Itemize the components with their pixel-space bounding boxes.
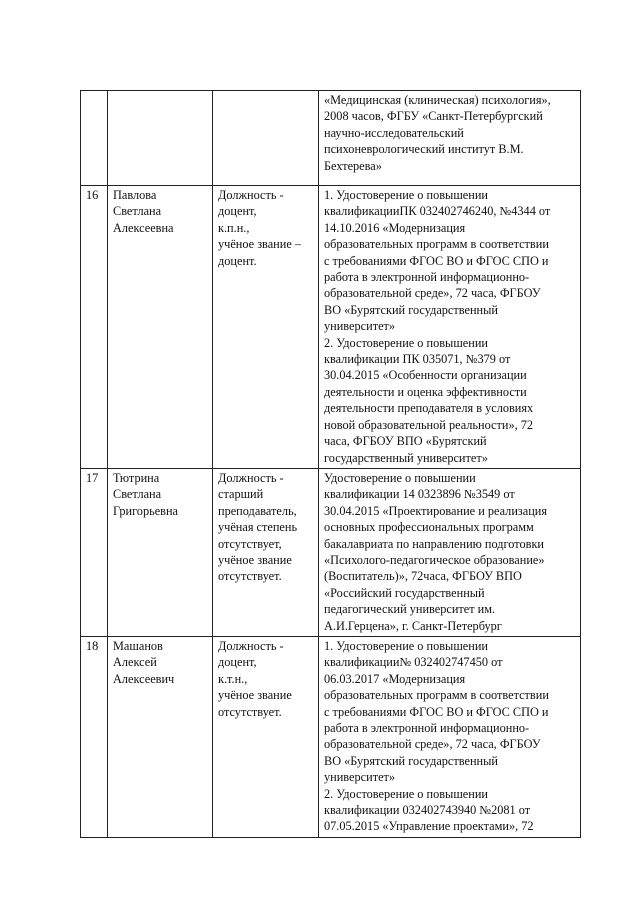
position-cell: Должность - доцент, к.п.н., учёное звание – доцент. xyxy=(213,186,319,469)
row-number-cell: 16 xyxy=(81,186,108,469)
teacher-name-cell xyxy=(108,91,213,186)
qualification-cell: 1. Удостоверение о повышении квалификации№ 032402747450 от 06.03.2017 «Модернизация образовательных программ в соответствии с требованиями ФГОС ВО и ФГОС СПО и работа в электронной информационно- образовательной среде», 72 часа, ФГБОУ ВО «Бурятский государственный университет» 2. Удостоверение о повышении квалификации 032402743940 №2081 от 07.05.2015 «Управление проектами», 72 xyxy=(319,636,581,837)
position-cell: Должность - старший преподаватель, учёная степень отсутствует, учёное звание отсутствует. xyxy=(213,468,319,636)
position-cell xyxy=(213,91,319,186)
staff-qualification-table xyxy=(80,90,581,838)
row-number-cell: 18 xyxy=(81,636,108,837)
table-row xyxy=(81,186,581,469)
table-row xyxy=(81,636,581,837)
teacher-name-cell: Тютрина Светлана Григорьевна xyxy=(108,468,213,636)
table-row xyxy=(81,468,581,636)
position-cell: Должность - доцент, к.т.н., учёное звание отсутствует. xyxy=(213,636,319,837)
row-number-cell xyxy=(81,91,108,186)
qualification-cell: Удостоверение о повышении квалификации 14 0323896 №3549 от 30.04.2015 «Проектирование и реализация основных профессиональных программ бакалавриата по направлению подготовки «Психолого-педагогическое образование» (Воспитатель)», 72часа, ФГБОУ ВПО «Российский государственный педагогический университет им. А.И.Герцена», г. Санкт-Петербург xyxy=(319,468,581,636)
teacher-name-cell: Машанов Алексей Алексеевич xyxy=(108,636,213,837)
qualification-cell: 1. Удостоверение о повышении квалификацииПК 032402746240, №4344 от 14.10.2016 «Модернизация образовательных программ в соответствии с требованиями ФГОС ВО и ФГОС СПО и работа в электронной информационно- образовательной среде», 72 часа, ФГБОУ ВО «Бурятский государственный университет» 2. Удостоверение о повышении квалификации ПК 035071, №379 от 30.04.2015 «Особенности организации деятельности и оценка эффективности деятельности преподавателя в условиях новой образовательной реальности», 72 часа, ФГБОУ ВПО «Бурятский государственный университет» xyxy=(319,186,581,469)
teacher-name-cell: Павлова Светлана Алексеевна xyxy=(108,186,213,469)
row-number-cell: 17 xyxy=(81,468,108,636)
qualification-cell: «Медицинская (клиническая) психология», 2008 часов, ФГБУ «Санкт-Петербургский научно-исследовательский психоневрологический институт В.М. Бехтерева» xyxy=(319,91,581,186)
table-row xyxy=(81,91,581,186)
